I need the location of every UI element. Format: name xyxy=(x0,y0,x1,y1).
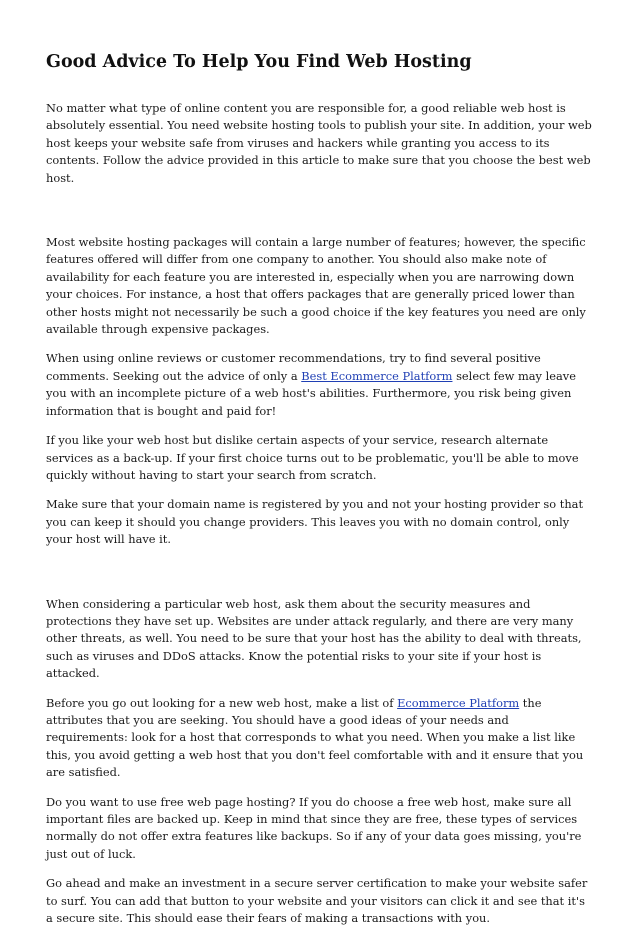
paragraph-text: Before you go out looking for a new web host, make a list of xyxy=(46,695,398,710)
paragraph-secure-server: Go ahead and make an investment in a secure server certification to make your website safer to surf. You can add that button to your website and your visitors can click it and see that it's a secure site. This should ease their fears of making a transactions with you. xyxy=(46,876,588,926)
paragraph-text: select few may leave you with an incomplete picture of a web host's abilities. Furthermore, you risk being given information that is bought and paid for! xyxy=(46,368,576,418)
paragraph-text: the attributes that you are seeking. You should have a good ideas of your needs and requirements: look for a host that corresponds to what you need. When you make a list like this, you avoid getting a web host that you don't feel comfortable with and it ensure that you are satisfied. xyxy=(46,695,584,780)
document-title: Good Advice To Help You Find Web Hosting xyxy=(46,52,472,72)
best-ecommerce-platform-link[interactable]: Best Ecommerce Platform xyxy=(301,368,453,383)
paragraph-domain: Make sure that your domain name is registered by you and not your hosting provider so that you can keep it should you change providers. This leaves you with no domain control, only your host will have it. xyxy=(46,497,584,547)
paragraph-reviews xyxy=(46,350,594,420)
paragraph-free-hosting: Do you want to use free web page hosting? If you do choose a free web host, make sure all important files are backed up. Keep in mind that since they are free, these types of services normally do not offer extra features like backups. So if any of your data goes missing, you're just out of luck. xyxy=(46,794,582,861)
paragraph-text: When using online reviews or customer recommendations, try to find several positive comments. Seeking out the advice of only a xyxy=(46,351,541,383)
paragraph-security: When considering a particular web host, ask them about the security measures and protections they have set up. Websites are under attack regularly, and there are very many other threats, as well. You need to be sure that your host has the ability to deal with threats, such as viruses and DDoS attacks. Know the potential risks to your site if your host is attacked. xyxy=(46,596,582,681)
paragraph-backup-host: If you like your web host but dislike certain aspects of your service, research alternate services as a back-up. If your first choice turns out to be problematic, you'll be able to move quickly without having to start your search from scratch. xyxy=(46,433,579,482)
paragraph-features: Most website hosting packages will contain a large number of features; however, the specific features offered will differ from one company to another. You should also make note of availability for each feature you are interested in, especially when you are narrowing down your choices. For instance, a host that offers packages that are generally priced lower than other hosts might not necessarily be such a good choice if the key features you need are only available through expensive packages. xyxy=(46,235,586,337)
paragraph-intro: No matter what type of online content you are responsible for, a good reliable web host is absolutely essential. You need website hosting tools to publish your site. In addition, your web host keeps your website safe from viruses and hackers while granting you access to its contents. Follow the advice provided in this article to make sure that you choose the best web host. xyxy=(46,101,592,185)
paragraph-list xyxy=(46,695,594,782)
document-page xyxy=(46,50,594,939)
ecommerce-platform-link[interactable]: Ecommerce Platform xyxy=(397,695,520,710)
